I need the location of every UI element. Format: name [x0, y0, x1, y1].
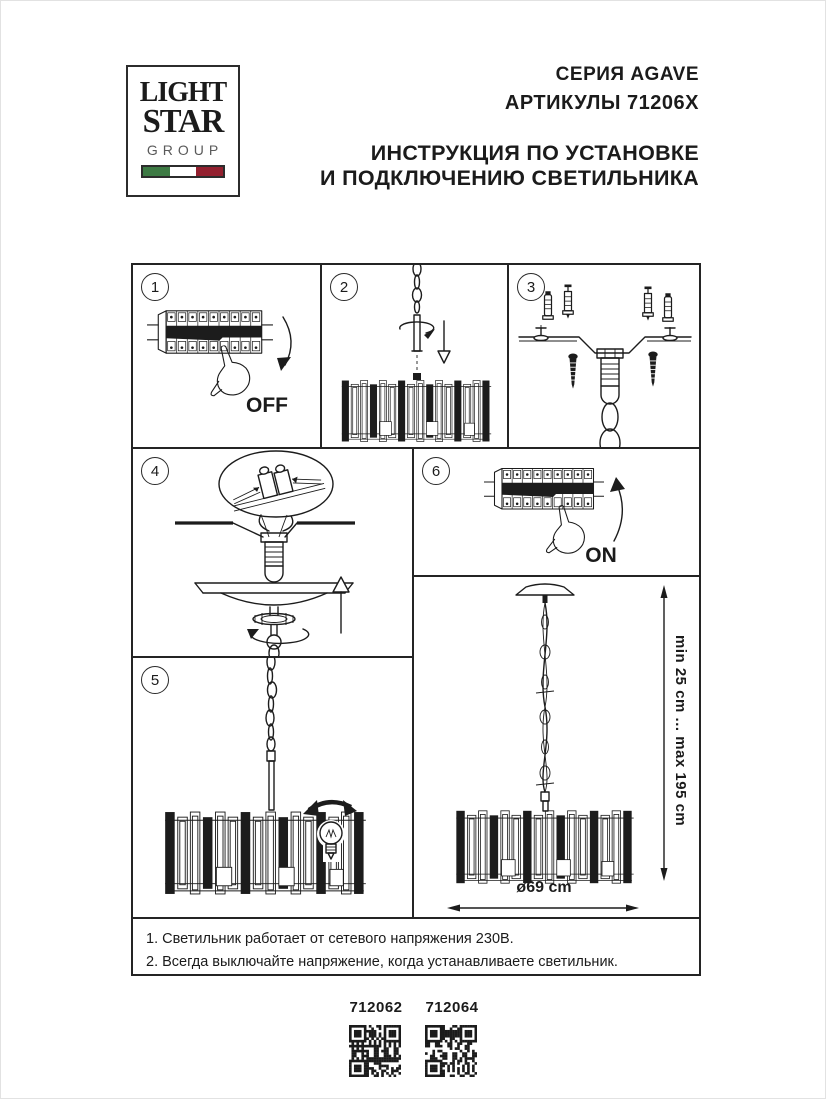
- chain-icon: [413, 265, 422, 313]
- step-number-1: 1: [141, 273, 169, 301]
- canopy-icon: [195, 583, 353, 605]
- ceiling-canopy-icon: [516, 584, 574, 595]
- step-panel-2: [320, 263, 509, 449]
- step-number-2: 2: [330, 273, 358, 301]
- chain-icon: [266, 658, 277, 751]
- step-panel-4: [131, 447, 414, 658]
- chain-link-icon: [602, 403, 618, 431]
- flag-white: [170, 167, 197, 176]
- pointing-hand-icon: [539, 502, 587, 557]
- chain-cable-icon: [536, 603, 554, 792]
- series-title: СЕРИЯ AGAVE: [555, 64, 699, 85]
- step-number-3: 3: [517, 273, 545, 301]
- wiring-canopy-illustration: [133, 449, 412, 656]
- flag-red: [196, 167, 223, 176]
- wall-anchor-screw-icon: [563, 285, 574, 319]
- logo-word-light: LIGHT: [139, 76, 227, 108]
- logo-word-group: GROUP: [146, 142, 224, 158]
- circuit-breaker-icon: [484, 469, 604, 510]
- instruction-title-line2: И ПОДКЛЮЧЕНИЮ СВЕТИЛЬНИКА: [320, 166, 699, 190]
- mounting-screw-icon: [568, 354, 577, 389]
- article-code-2: 712064: [425, 999, 479, 1016]
- height-range-label: min 25 cm ... max 195 cm: [672, 635, 689, 827]
- diameter-label: ø69 cm: [516, 879, 572, 896]
- rotation-arrow-icon: [251, 629, 309, 643]
- header-titles: [320, 61, 699, 191]
- qr-code-1: [349, 1025, 401, 1077]
- wall-anchor-icon: [543, 291, 554, 319]
- terminal-block-icon: [225, 454, 325, 511]
- qr-code-2: [425, 1025, 477, 1077]
- diameter-dimension-arrow: [447, 905, 639, 912]
- note-line-1: 1. Светильник работает от сетевого напряжения 230В.: [146, 931, 514, 947]
- flag-green: [143, 167, 170, 176]
- note-line-2: 2. Всегда выключайте напряжение, когда устанавливаете светильник.: [146, 954, 618, 970]
- step-panel-5: [131, 656, 414, 919]
- circuit-breaker-icon: [147, 311, 272, 353]
- height-dimension-arrow: [661, 585, 668, 881]
- step-panel-1: [131, 263, 322, 449]
- rotation-arrow-icon: [400, 322, 434, 333]
- article-code-1: 712062: [349, 999, 403, 1016]
- step-number-4: 4: [141, 457, 169, 485]
- hanging-chandelier-illustration: [414, 577, 699, 917]
- articles-title: АРТИКУЛЫ 71206X: [504, 92, 699, 114]
- lightstar-logo: [126, 65, 240, 197]
- step-panel-3: [507, 263, 701, 449]
- chandelier-drum-icon: [456, 811, 633, 883]
- up-arrow-icon: [333, 577, 349, 633]
- logo-word-star: STAR: [142, 103, 224, 140]
- step-number-5: 5: [141, 666, 169, 694]
- step-panel-6: [412, 447, 701, 577]
- step-number-6: 6: [422, 457, 450, 485]
- mounting-screw-icon: [648, 352, 657, 387]
- rotation-arrow-icon: [303, 800, 357, 816]
- wall-anchor-screw-icon: [643, 287, 654, 321]
- breaker-on-illustration: [414, 449, 699, 575]
- italian-flag-bar: [141, 165, 225, 178]
- bulb-install-illustration: [133, 658, 412, 917]
- decorative-nut-icon: [253, 613, 295, 625]
- dimensions-panel: [412, 575, 701, 919]
- chandelier-drum-icon: [342, 381, 491, 442]
- instruction-title-line1: ИНСТРУКЦИЯ ПО УСТАНОВКЕ: [370, 141, 699, 165]
- safety-notes: [131, 917, 701, 976]
- on-label: ON: [585, 544, 617, 567]
- wall-anchor-icon: [663, 293, 674, 321]
- off-label: OFF: [246, 394, 288, 417]
